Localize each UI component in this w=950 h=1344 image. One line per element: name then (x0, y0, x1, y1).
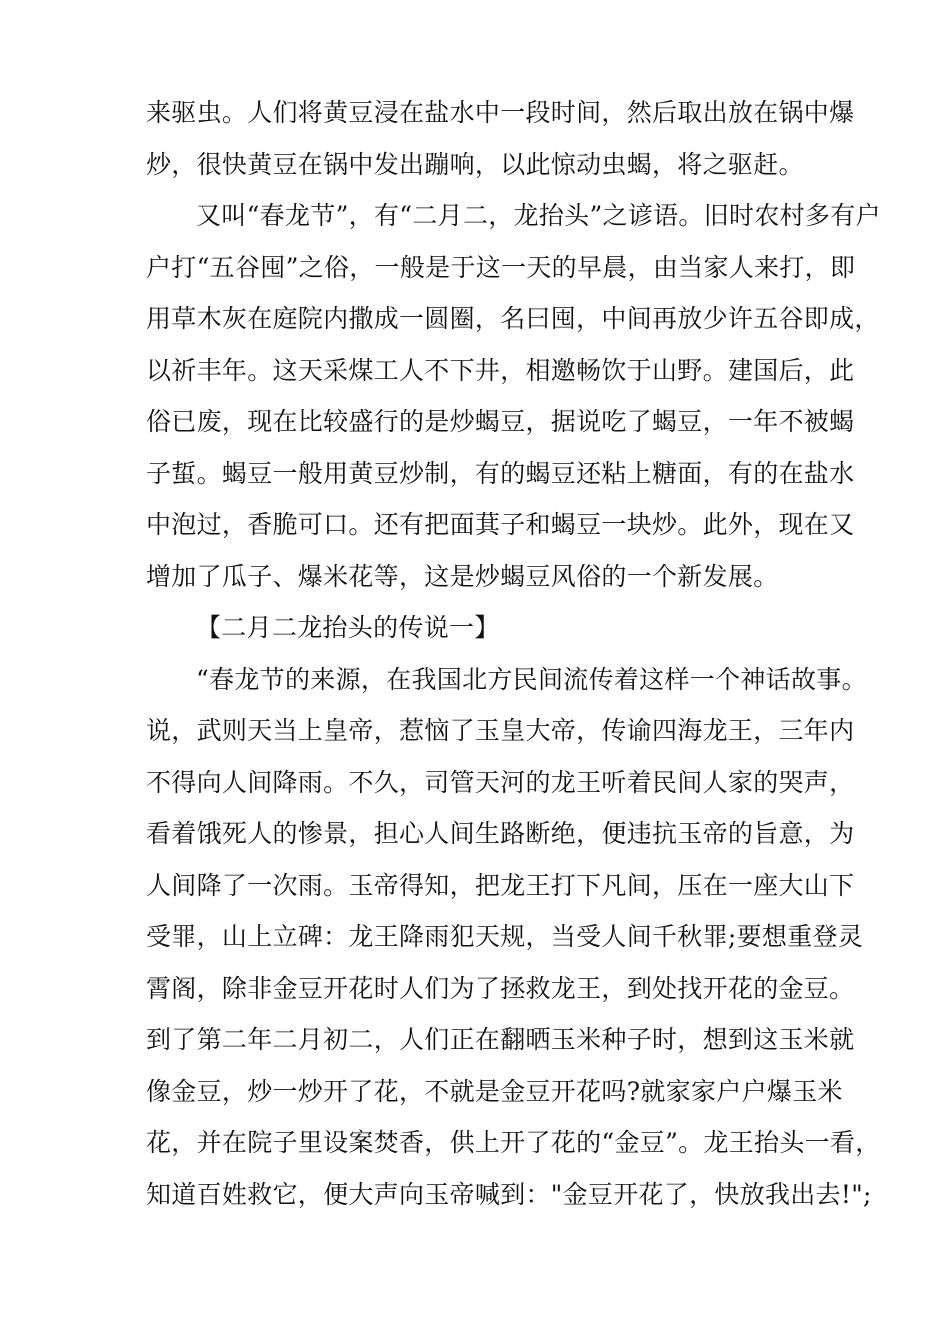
text-line: 知道百姓救它，便大声向玉帝喊到："金豆开花了，快放我出去!"; (146, 1179, 872, 1209)
text-line: 像金豆，炒一炒开了花，不就是金豆开花吗?就家家户户爆玉米 (146, 1076, 843, 1106)
paragraph-first-line: “春龙节的来源，在我国北方民间流传着这样一个神话故事。 (196, 664, 867, 694)
document-body (146, 87, 881, 1220)
text-line: 到了第二年二月初二，人们正在翻晒玉米种子时，想到这玉米就 (146, 1025, 855, 1054)
text-line: 增加了瓜子、爆米花等，这是炒蝎豆风俗的一个新发展。 (146, 561, 779, 591)
text-line: 户打“五谷囤”之俗，一般是于这一天的早晨，由当家人来打，即 (146, 252, 856, 282)
section-heading: 【二月二龙抬头的传说一】 (196, 613, 500, 642)
text-line: 以祈丰年。这天采煤工人不下井，相邀畅饮于山野。建国后，此 (146, 355, 855, 385)
text-line: 用草木灰在庭院内撒成一圆圈，名曰囤，中间再放少许五谷即成， (146, 304, 880, 333)
text-line: 中泡过，香脆可口。还有把面萁子和蝎豆一块炒。此外，现在又 (146, 510, 855, 539)
text-line: 来驱虫。人们将黄豆浸在盐水中一段时间，然后取出放在锅中爆 (146, 98, 855, 127)
text-line: 不得向人间降雨。不久，司管天河的龙王听着民间人家的哭声， (146, 767, 855, 797)
text-line: 说，武则天当上皇帝，惹恼了玉皇大帝，传谕四海龙王，三年内 (146, 716, 855, 745)
paragraph-first-line: 又叫“春龙节”，有“二月二，龙抬头”之谚语。旧时农村多有户 (196, 201, 881, 230)
text-line: 花，并在院子里设案焚香，供上开了花的“金豆”。龙王抬头一看， (146, 1128, 881, 1157)
text-line: 俗已废，现在比较盛行的是炒蝎豆，据说吃了蝎豆，一年不被蝎 (146, 407, 855, 436)
text-line: 霄阁，除非金豆开花时人们为了拯救龙王，到处找开花的金豆。 (146, 973, 855, 1003)
text-line: 炒，很快黄豆在锅中发出蹦响，以此惊动虫蝎，将之驱赶。 (146, 149, 804, 179)
text-line: 人间降了一次雨。玉帝得知，把龙王打下凡间，压在一座大山下 (146, 870, 855, 900)
text-line: 看着饿死人的惨景，担心人间生路断绝，便违抗玉帝的旨意，为 (146, 819, 855, 848)
text-line: 子蜇。蝎豆一般用黄豆炒制，有的蝎豆还粘上糖面，有的在盐水 (146, 458, 855, 488)
text-line: 受罪，山上立碑：龙王降雨犯天规，当受人间千秋罪;要想重登灵 (146, 922, 864, 951)
